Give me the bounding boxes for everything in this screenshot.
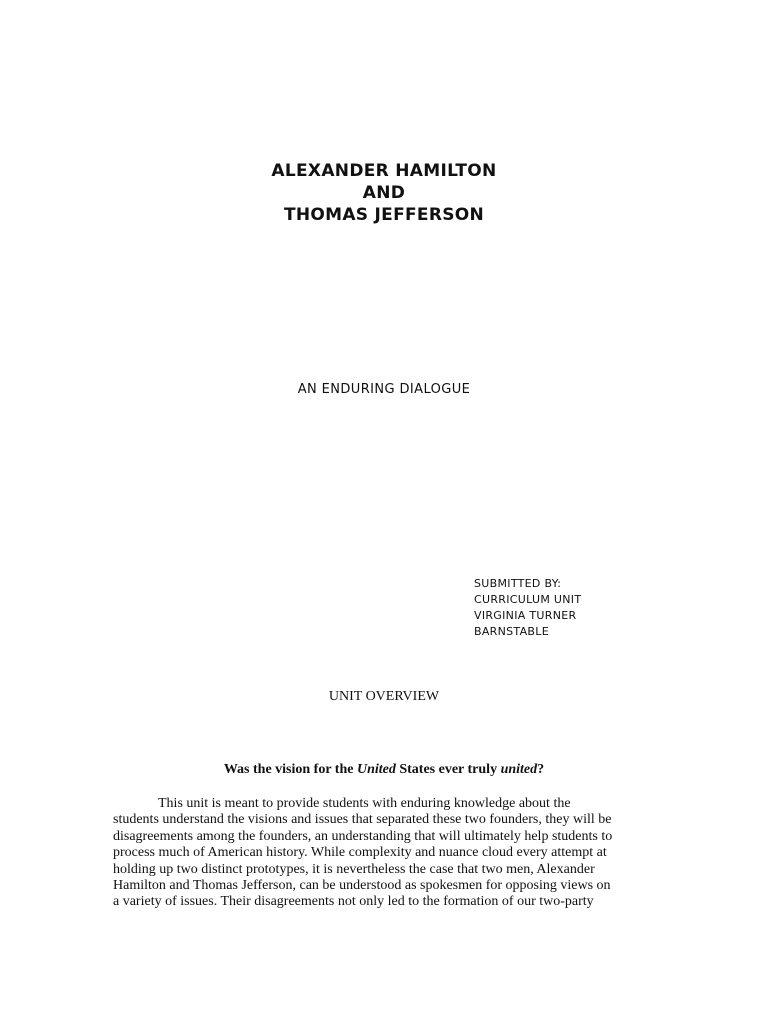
document-subtitle: AN ENDURING DIALOGUE: [297, 382, 471, 397]
section-heading-overview: UNIT OVERVIEW: [328, 689, 440, 704]
body-line: process much of American history. While complexity and nuance cloud every attempt at: [113, 845, 607, 861]
submitted-by-block: [474, 576, 581, 640]
body-line: Hamilton and Thomas Jefferson, can be understood as spokesmen for opposing views on: [113, 878, 611, 894]
title-line-jefferson: THOMAS JEFFERSON: [283, 205, 485, 225]
document-title: [0, 160, 768, 226]
question-part-1: Was the vision for the: [223, 762, 357, 777]
submitted-by-location: BARNSTABLE: [474, 625, 549, 638]
question-part-3: ?: [537, 762, 545, 777]
submitted-by-line-1: CURRICULUM UNIT: [474, 593, 582, 606]
essential-question: [0, 762, 768, 778]
body-line: holding up two distinct prototypes, it is nevertheless the case that two men, Alexander: [113, 861, 595, 877]
submitted-by-label: SUBMITTED BY:: [474, 577, 562, 590]
submitted-by-author: VIRGINIA TURNER: [474, 609, 577, 622]
body-line: students understand the visions and issues that separated these two founders, they will be: [113, 812, 612, 828]
body-line: disagreements among the founders, an understanding that will ultimately help students to: [113, 828, 613, 844]
body-line: This unit is meant to provide students with enduring knowledge about the: [158, 796, 571, 811]
question-emphasis-united-2: united: [500, 762, 538, 777]
title-line-hamilton: ALEXANDER HAMILTON: [271, 161, 497, 181]
body-line: a variety of issues. Their disagreements not only led to the formation of our two-party: [113, 894, 594, 910]
question-emphasis-united-1: United: [356, 762, 396, 777]
title-line-and: AND: [362, 183, 406, 203]
body-paragraph: [113, 796, 673, 911]
question-part-2: States ever truly: [395, 762, 501, 777]
